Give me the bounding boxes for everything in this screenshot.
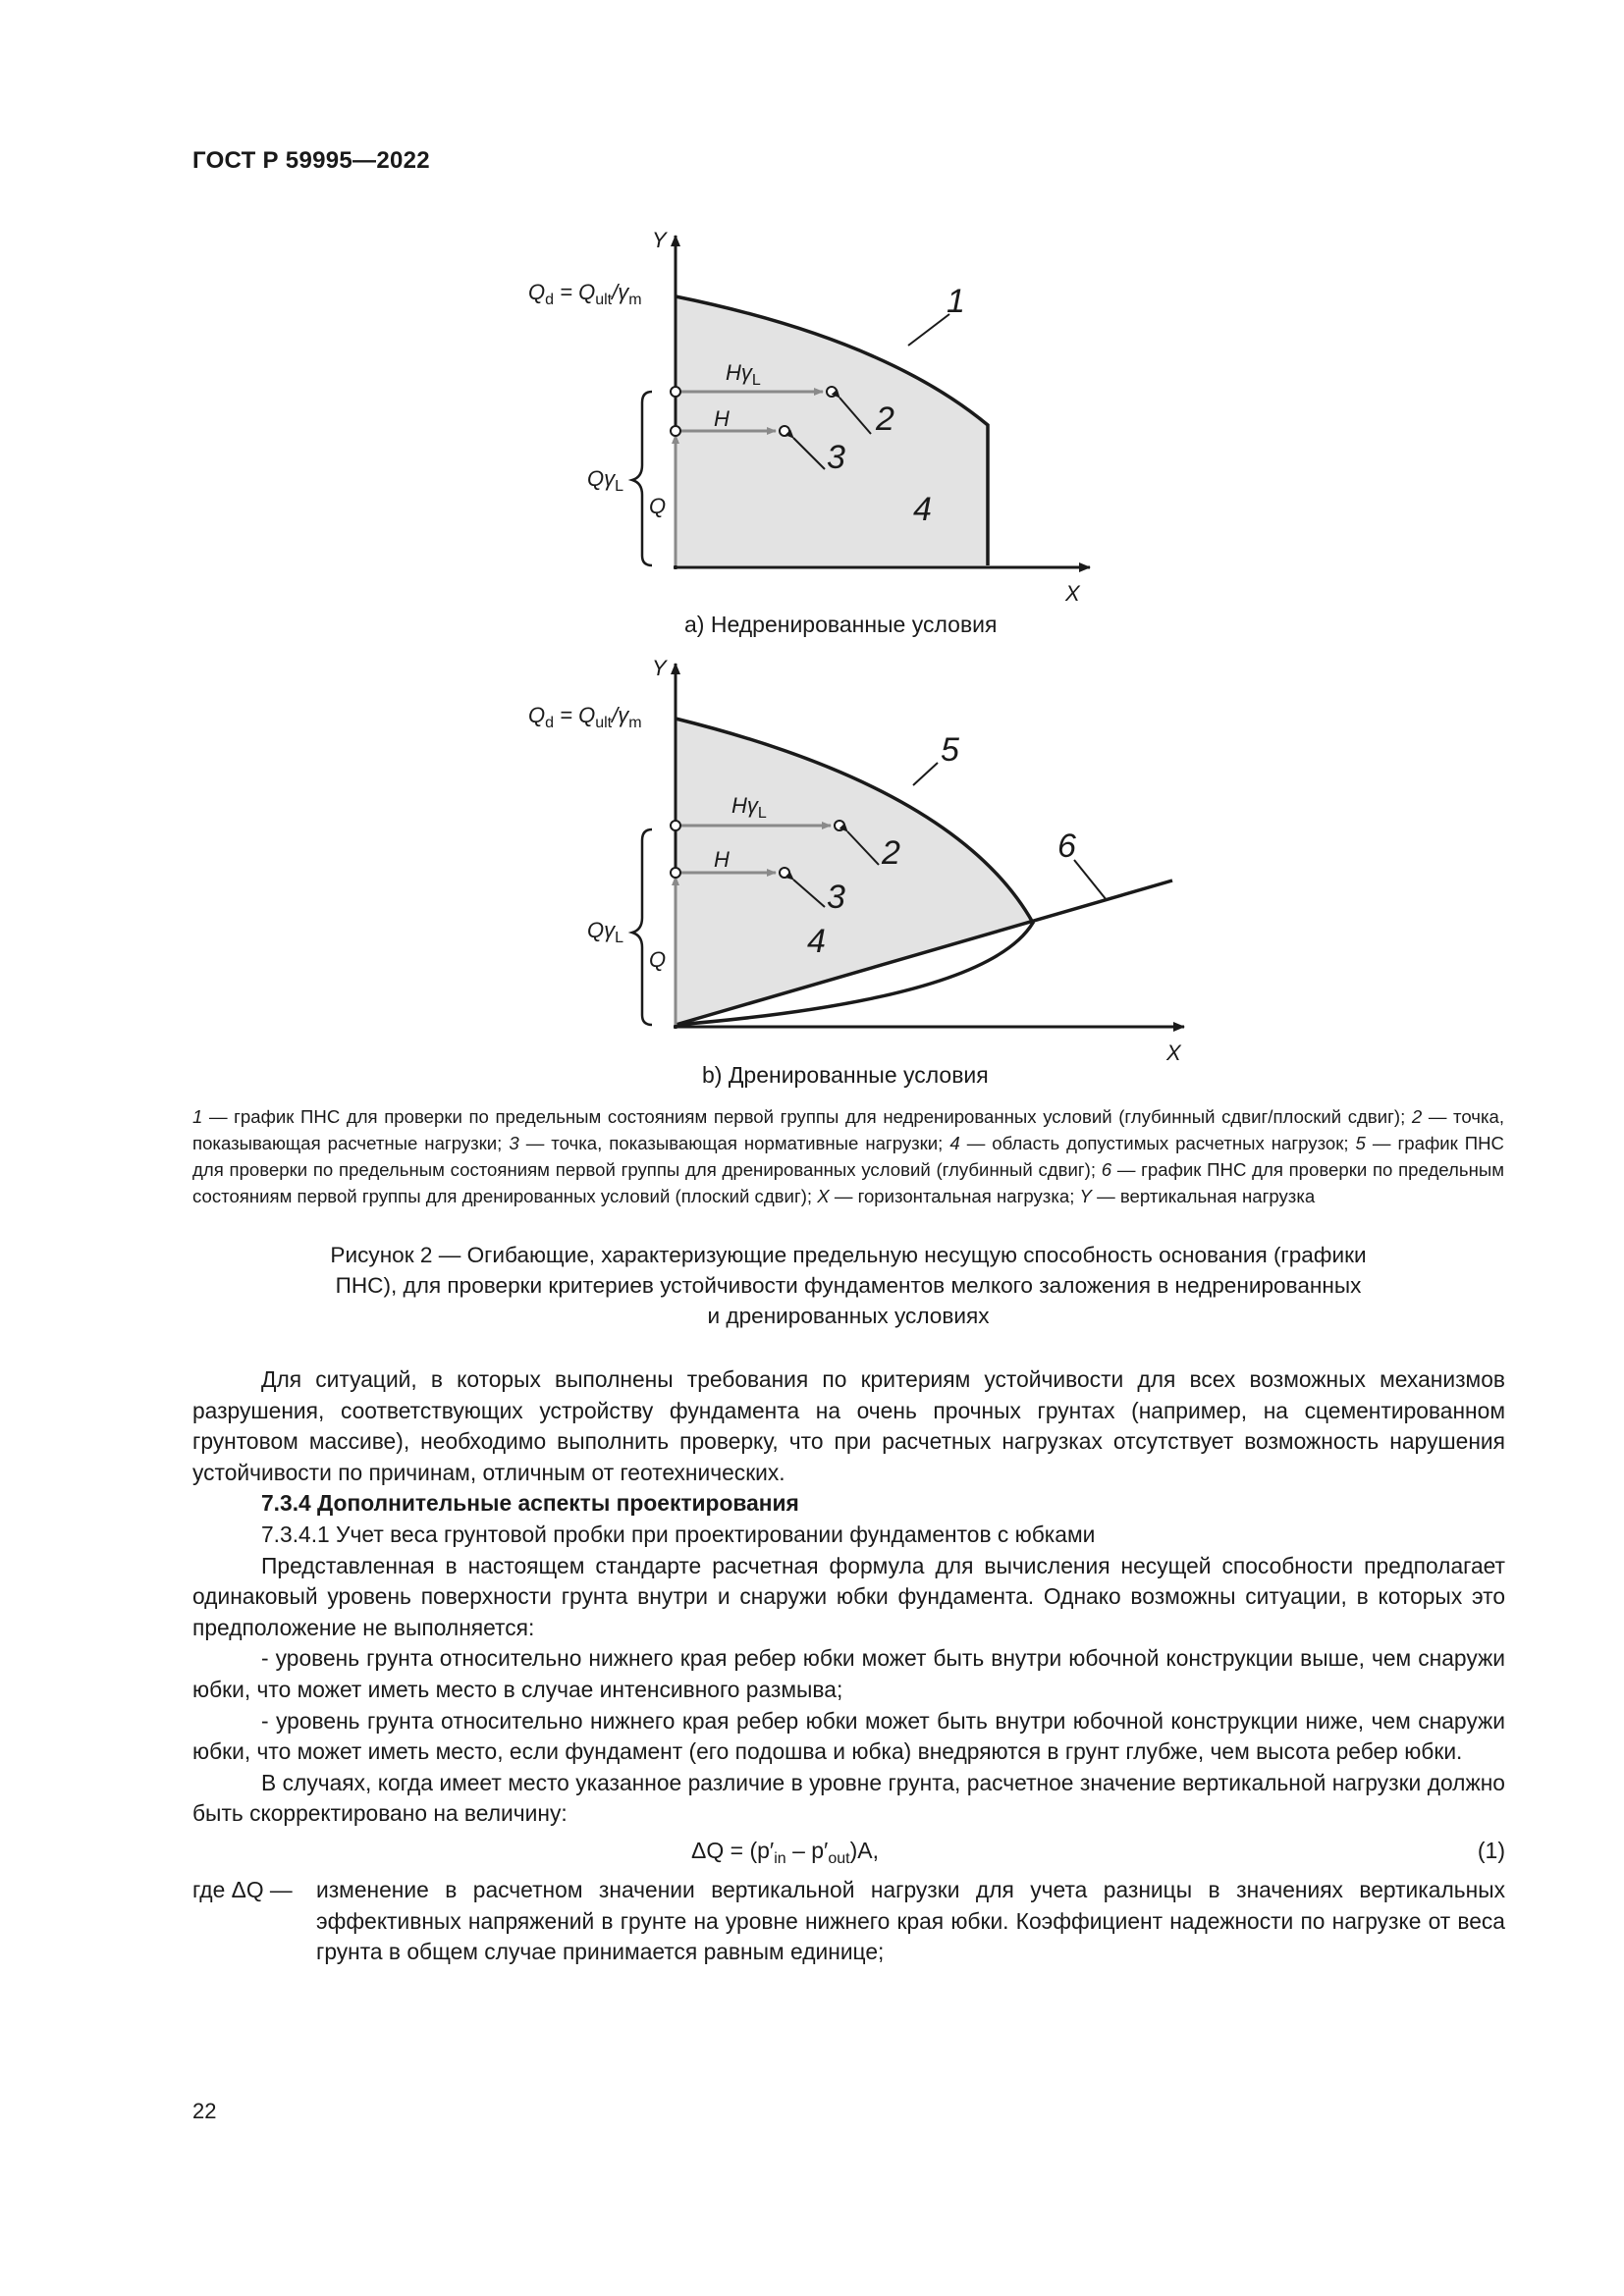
where-text: изменение в расчетном значении вертикальной нагрузки для учета разницы в значениях вертикальных эффективных напряжений в грунте на уровне нижнего края юбки. Коэффициент надежности по нагрузке от веса грунта в общем случае принимается равным единице; xyxy=(316,1876,1505,1965)
where-label: где ΔQ — xyxy=(192,1876,293,1902)
point-2 xyxy=(827,387,837,397)
section-heading: 7.3.4 Дополнительные аспекты проектирования xyxy=(261,1490,799,1517)
list-item: - уровень грунта относительно нижнего края ребер юбки может быть внутри юбочной конструкции выше, чем снаружи юбки, что может иметь место в случае интенсивного размыва; xyxy=(192,1645,1505,1702)
hgl-label: $H\gamma_L$ xyxy=(726,360,761,389)
leader-6 xyxy=(1074,860,1107,900)
callout-2: 2 xyxy=(882,834,900,872)
axis-x-label: X xyxy=(1166,1041,1181,1065)
paragraph: В случаях, когда имеет место указанное различие в уровне грунта, расчетное значение вертикальной нагрузки должно быть скорректировано на величину: xyxy=(192,1769,1505,1827)
qd-label: $Q_d = Q_{ult}/\gamma_m$ xyxy=(528,280,642,308)
caption-line: ПНС), для проверки критериев устойчивости фундаментов мелкого заложения в недренированных xyxy=(335,1273,1362,1298)
figure-a-undrained xyxy=(0,216,1624,648)
q-label: Q xyxy=(649,947,667,972)
axis-y-label: Y xyxy=(652,228,667,252)
figure-b-drained xyxy=(0,648,1624,1090)
document-header: ГОСТ Р 59995—2022 xyxy=(192,147,430,174)
callout-3: 3 xyxy=(827,439,845,476)
callout-1: 1 xyxy=(947,283,965,320)
point-h-origin xyxy=(671,868,680,878)
paragraph: Представленная в настоящем стандарте расчетная формула для вычисления несущей способности предполагает одинаковый уровень поверхности грунта внутри и снаружи юбки фундамента. Однако возможны ситуации, в которых это предположение не выполняется: xyxy=(192,1552,1505,1640)
callout-6: 6 xyxy=(1057,828,1076,865)
brace-qgl xyxy=(632,392,652,565)
h-label: H xyxy=(714,406,730,431)
axis-y-label: Y xyxy=(652,656,667,680)
point-hgl-origin xyxy=(671,387,680,397)
caption-line: и дренированных условиях xyxy=(707,1304,990,1328)
hgl-label: $H\gamma_L$ xyxy=(731,793,767,822)
point-hgl-origin xyxy=(671,821,680,830)
axis-x-label: X xyxy=(1065,581,1080,606)
qd-label: $Q_d = Q_{ult}/\gamma_m$ xyxy=(528,703,642,731)
formula-number: (1) xyxy=(1477,1837,1505,1863)
point-3 xyxy=(780,868,789,878)
point-3 xyxy=(780,426,789,436)
callout-2: 2 xyxy=(876,400,894,438)
leader-5 xyxy=(913,763,938,785)
body-text xyxy=(192,1364,1505,1968)
callout-3: 3 xyxy=(827,879,845,916)
qgl-label: $Q\gamma_L$ xyxy=(587,918,624,946)
figure-legend: 1 — график ПНС для проверки по предельным состояниям первой группы для недренированных условий (глубинный сдвиг/плоский сдвиг); 2 — точка, показывающая расчетные нагрузки; 3 — точка, показывающая нормативные нагрузки; 4 — область допустимых расчетных нагрузок; 5 — график ПНС для проверки по предельным состояниям первой группы для дренированных условий (глубинный сдвиг); 6 — график ПНС для проверки по предельным состояниям первой группы для дренированных условий (плоский сдвиг); X — горизонтальная нагрузка; Y — вертикальная нагрузка xyxy=(192,1106,1504,1206)
list-item: - уровень грунта относительно нижнего края ребер юбки может быть внутри юбочной конструкции ниже, чем снаружи юбки, что может иметь место, если фундамент (его подошва и юбка) внедряются в грунт глубже, чем высота ребер юбки. xyxy=(192,1707,1505,1765)
callout-4: 4 xyxy=(807,923,826,960)
qgl-label: $Q\gamma_L$ xyxy=(587,466,624,495)
callout-4: 4 xyxy=(913,491,932,528)
subcaption-b: b) Дренированные условия xyxy=(702,1062,989,1088)
callout-5: 5 xyxy=(941,731,959,769)
h-label: H xyxy=(714,847,730,872)
formula-expression: $\Delta Q = (p'_{in} - p'_{out})A$, xyxy=(691,1837,880,1867)
where-definition xyxy=(192,1875,1505,1968)
page-number: 22 xyxy=(192,2099,217,2123)
figure-caption xyxy=(251,1240,1445,1331)
caption-line: Рисунок 2 — Огибающие, характеризующие предельную несущую способность основания (графики xyxy=(330,1243,1367,1267)
point-h-origin xyxy=(671,426,680,436)
q-label: Q xyxy=(649,494,667,518)
brace-qgl xyxy=(632,829,652,1025)
paragraph: Для ситуаций, в которых выполнены требования по критериям устойчивости для всех возможных механизмов разрушения, соответствующих устройству фундамента на очень прочных грунтах (например, на сцементированном грунтовом массиве), необходимо выполнить проверку, что при расчетных нагрузках отсутствует возможность нарушения устойчивости по причинам, отличным от геотехнических. xyxy=(192,1366,1505,1485)
formula-1 xyxy=(192,1832,1505,1875)
subsection-heading: 7.3.4.1 Учет веса грунтовой пробки при проектировании фундаментов с юбками xyxy=(261,1521,1096,1547)
leader-1 xyxy=(908,314,949,346)
point-2 xyxy=(835,821,844,830)
subcaption-a: a) Недренированные условия xyxy=(684,612,998,637)
